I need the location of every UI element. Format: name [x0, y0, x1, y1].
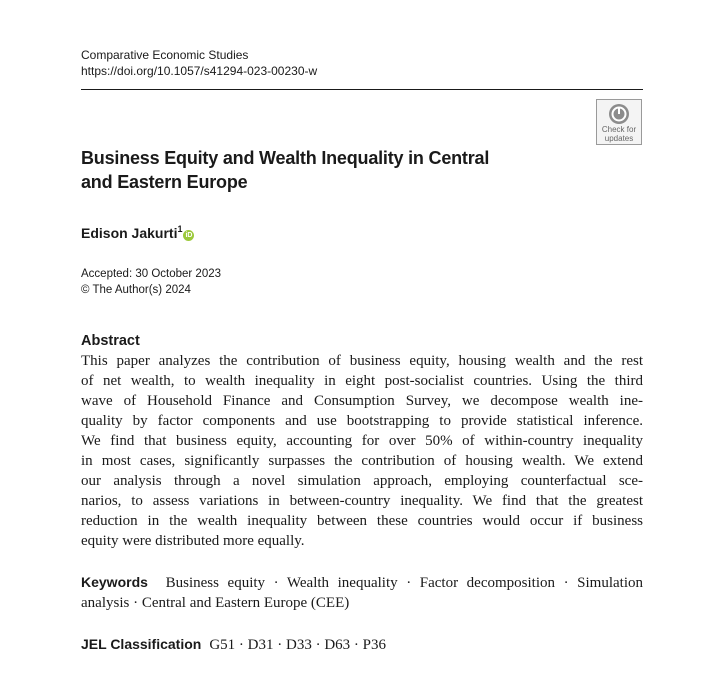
abstract-line: quality by factor components and use bootstrapping to provide statistical inference. — [81, 413, 643, 429]
jel-codes: G51 · D31 · D33 · D63 · P36 — [209, 637, 386, 653]
title-line1: Business Equity and Wealth Inequality in Central — [81, 148, 490, 168]
badge-line1: Check for — [601, 125, 637, 134]
publication-dates — [81, 266, 221, 298]
abstract-line: equity were distributed more equally. — [81, 533, 305, 549]
copyright-notice: © The Author(s) 2024 — [81, 284, 191, 296]
abstract-line: We find that business equity, accounting for over 50% of within-country inequality — [81, 433, 643, 449]
check-for-updates-icon — [608, 103, 630, 125]
abstract-line: in most cases, significantly surpasses the contribution of housing wealth. We extend — [81, 453, 643, 469]
keywords-line2: analysis · Central and Eastern Europe (CEE) — [81, 595, 350, 611]
abstract-line: our analysis through a novel simulation approach, employing counterfactual sce- — [81, 473, 643, 489]
abstract-line: reduction in the wealth inequality between these countries would occur if business — [81, 513, 643, 529]
keywords-section — [81, 572, 643, 613]
badge-line2: updates — [604, 134, 634, 143]
header-rule — [81, 89, 643, 90]
abstract-line: narios, to assess variations in between-country inequality. We find that the greatest — [81, 493, 643, 509]
affiliation-mark: 1 — [177, 224, 183, 234]
abstract-line: This paper analyzes the contribution of business equity, housing wealth and the rest — [81, 353, 643, 369]
journal-name: Comparative Economic Studies — [81, 48, 249, 62]
abstract-heading: Abstract — [81, 333, 140, 349]
paper-title — [81, 146, 541, 194]
journal-header — [81, 47, 317, 79]
jel-section — [81, 634, 386, 655]
keywords-label: Keywords — [81, 574, 148, 590]
author-name[interactable]: Edison Jakurti — [81, 225, 178, 241]
jel-label: JEL Classification — [81, 636, 202, 652]
abstract-line: wave of Household Finance and Consumption Survey, we decompose wealth ine- — [81, 393, 643, 409]
doi-link[interactable]: https://doi.org/10.1057/s41294-023-00230-w — [81, 64, 318, 78]
check-for-updates-badge[interactable] — [596, 99, 642, 145]
title-line2: and Eastern Europe — [81, 172, 248, 192]
orcid-icon[interactable]: iD — [185, 232, 193, 239]
accepted-date: Accepted: 30 October 2023 — [81, 268, 222, 280]
keywords-line1: Business equity · Wealth inequality · Factor decomposition · Simulation — [165, 575, 644, 591]
abstract-body — [81, 351, 643, 551]
author-line — [81, 220, 194, 242]
abstract-line: of net wealth, to wealth inequality in eight post-socialist countries. Using the third — [81, 373, 643, 389]
